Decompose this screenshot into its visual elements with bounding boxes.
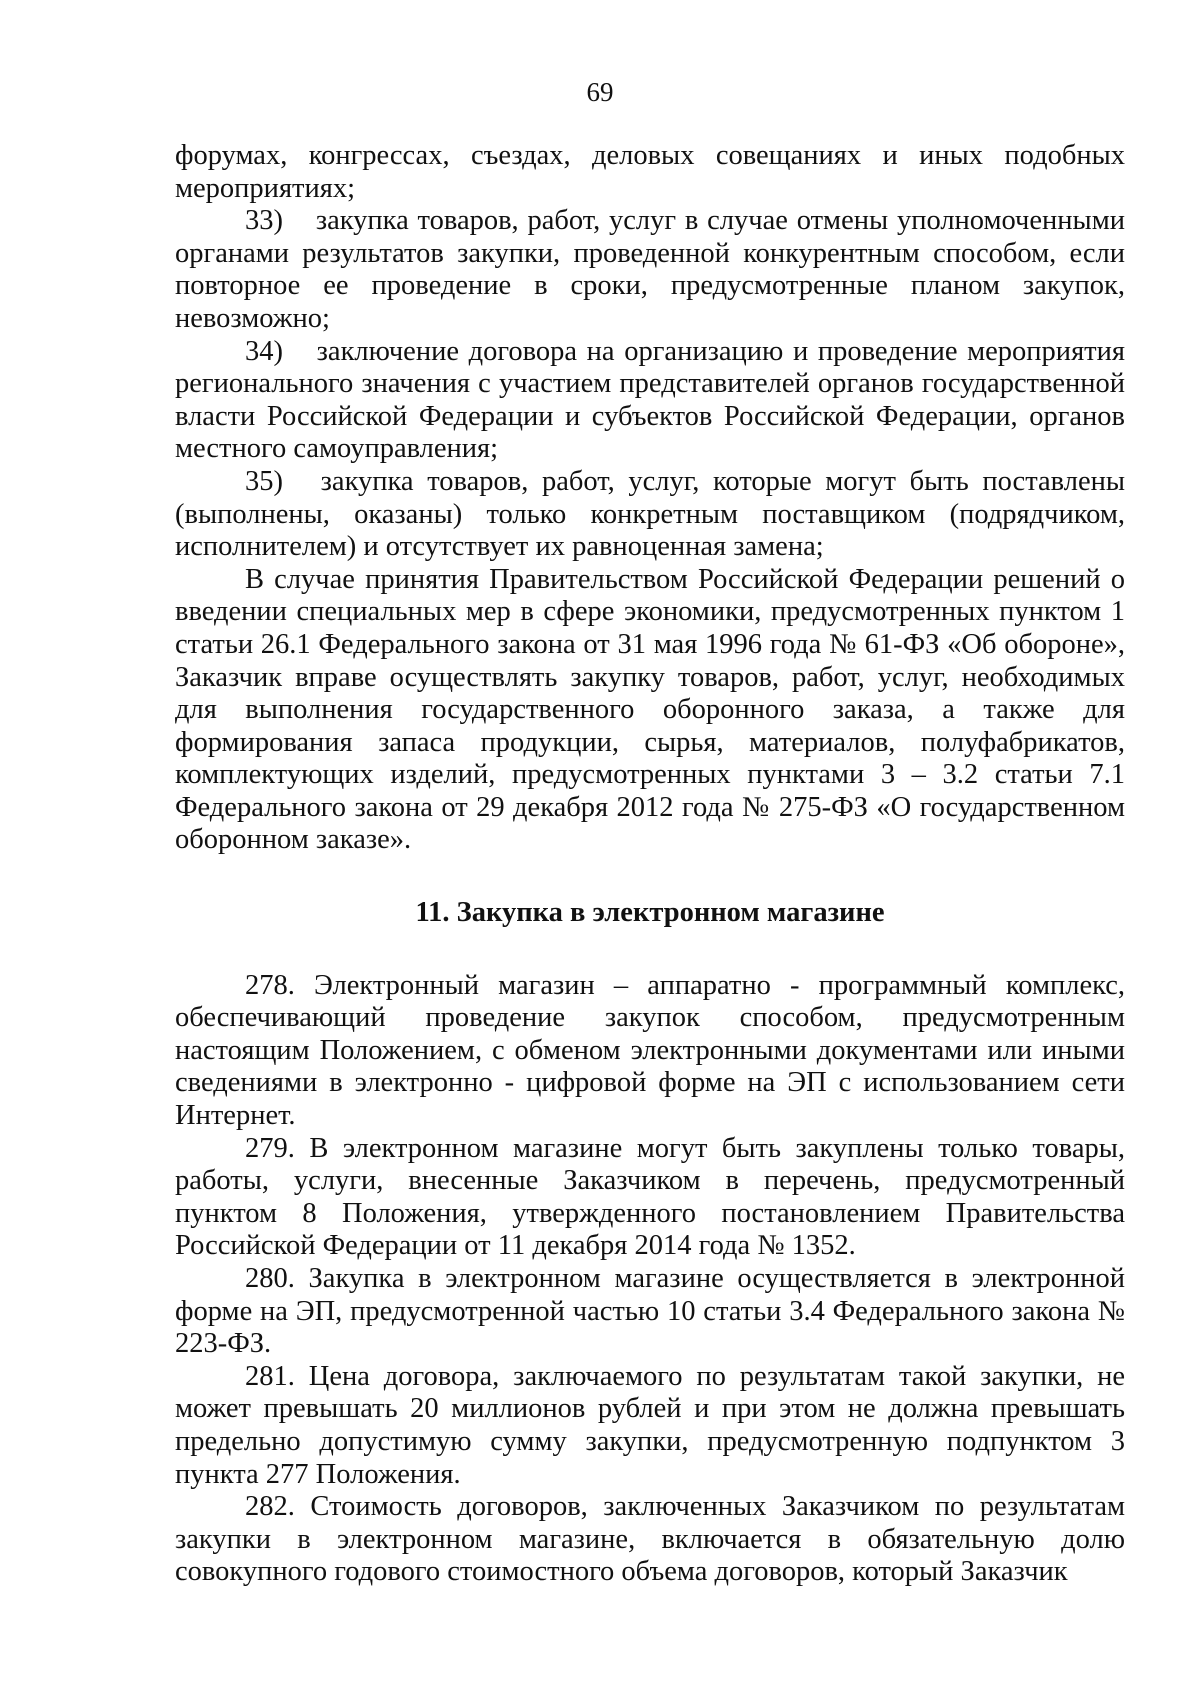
continuation-paragraph: форумах, конгрессах, съездах, деловых совещаниях и иных подобных мероприятиях; <box>175 140 1125 204</box>
list-item-text: заключение договора на организацию и проведение мероприятия регионального значения с участием представителей органов государственной власти Российской Федерации и субъектов Российской Федерации, органов местного самоуправления; <box>175 335 1125 465</box>
paragraph-number: 280. <box>245 1263 295 1294</box>
paragraph-number: 278. <box>245 969 295 1001</box>
paragraph-number: 279. <box>245 1132 295 1164</box>
section-title: 11. Закупка в электронном магазине <box>415 897 885 929</box>
list-item-33 <box>175 205 1125 335</box>
paragraph-279 <box>175 1133 1125 1263</box>
list-item-text: закупка товаров, работ, услуг в случае отмены уполномоченными органами результатов закупки, проведенной конкурентным способом, если повторное ее проведение в сроки, предусмотренные планом закупок, невозможно; <box>175 205 1125 334</box>
list-item-number: 34) <box>245 335 283 367</box>
list-item-number: 33) <box>245 205 283 237</box>
paragraph-282 <box>175 1491 1125 1589</box>
paragraph-278 <box>175 970 1125 1133</box>
paragraph-text: В электронном магазине могут быть закуплены только товары, работы, услуги, внесенные Заказчиком в перечень, предусмотренный пунктом 8 Положения, утвержденного постановлением Правительства Российской Федерации от 11 декабря 2014 года № 1352. <box>175 1132 1126 1262</box>
paragraph-text: Закупка в электронном магазине осуществляется в электронной форме на ЭП, предусмотренной частью 10 статьи 3.4 Федерального закона № 223-ФЗ. <box>175 1263 1125 1360</box>
paragraph-text: Электронный магазин – аппаратно - программный комплекс, обеспечивающий проведение закупок способом, предусмотренным настоящим Положением, с обменом электронными документами или иными сведениями в электронно - цифровой форме на ЭП с использованием сети Интернет. <box>175 969 1126 1132</box>
list-item-34 <box>175 336 1125 466</box>
paragraph-280 <box>175 1263 1125 1361</box>
paragraph-text: Цена договора, заключаемого по результатам такой закупки, не может превышать 20 миллионов рублей и при этом не должна превышать предельно допустимую сумму закупки, предусмотренную подпунктом 3 пункта 277 Положения. <box>175 1360 1125 1490</box>
list-item-35 <box>175 466 1125 564</box>
list-item-number: 35) <box>245 465 283 497</box>
page-number: 69 <box>586 77 614 107</box>
paragraph-281 <box>175 1361 1125 1491</box>
paragraph-number: 281. <box>245 1360 295 1392</box>
list-item-text: закупка товаров, работ, услуг, которые могут быть поставлены (выполнены, оказаны) только конкретным поставщиком (подрядчиком, исполнителем) и отсутствует их равноценная замена; <box>175 465 1126 563</box>
closing-paragraph: В случае принятия Правительством Российской Федерации решений о введении специальных мер в сфере экономики, предусмотренных пунктом 1 статьи 26.1 Федерального закона от 31 мая 1996 года № 61-ФЗ «Об обороне», Заказчик вправе осуществлять закупку товаров, работ, услуг, необходимых для выполнения государственного оборонного заказа, а также для формирования запаса продукции, сырья, материалов, полуфабрикатов, комплектующих изделий, предусмотренных пунктами 3 – 3.2 статьи 7.1 Федерального закона от 29 декабря 2012 года № 275-ФЗ «О государственном оборонном заказе». <box>175 563 1125 856</box>
paragraph-number: 282. <box>245 1491 295 1523</box>
document-body <box>175 140 1125 1589</box>
paragraph-text: Стоимость договоров, заключенных Заказчиком по результатам закупки в электронном магазине, включается в обязательную долю совокупного годового стоимостного объема договоров, который Заказчик <box>175 1491 1126 1588</box>
